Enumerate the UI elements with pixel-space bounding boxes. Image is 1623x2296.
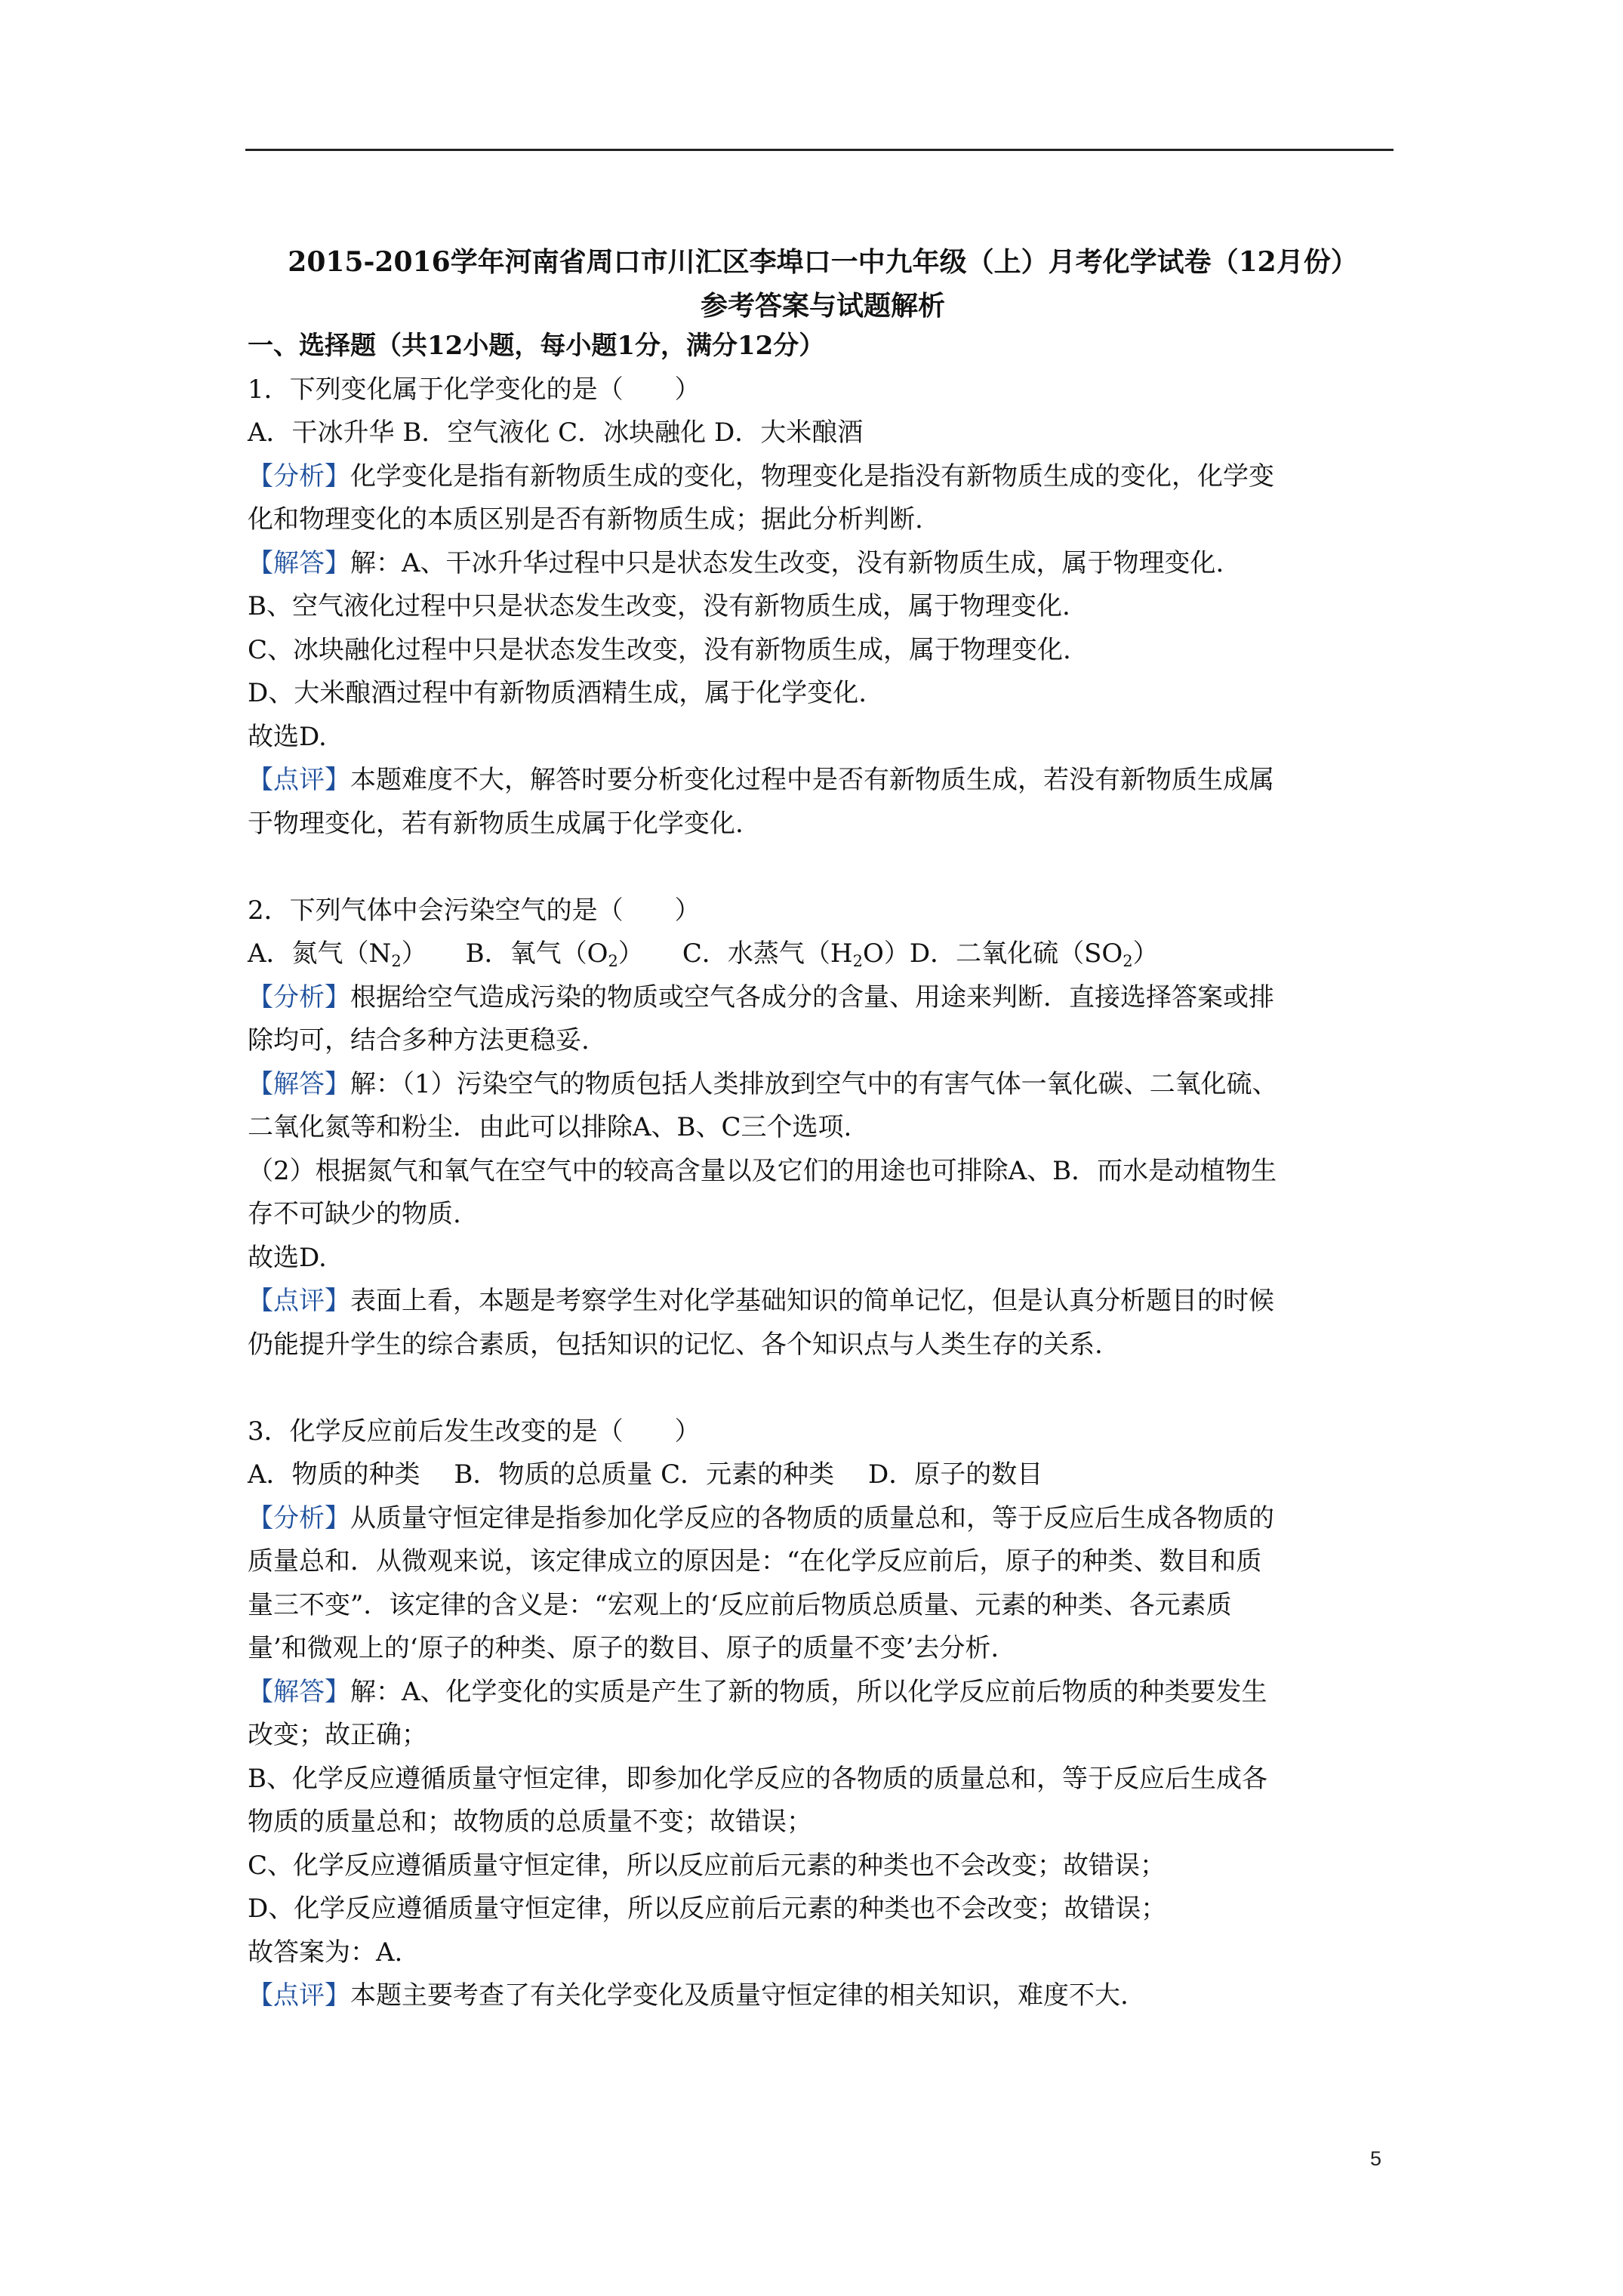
question-stem: 1．下列变化属于化学变化的是（ ） xyxy=(248,374,701,405)
analysis-line: 【分析】从质量守恒定律是指参加化学反应的各物质的质量总和，等于反应后生成各物质的 xyxy=(248,1502,1274,1533)
analysis-line: 质量总和．从微观来说，该定律成立的原因是：“在化学反应前后，原子的种类、数目和质 xyxy=(248,1546,1262,1576)
answer-line: 【解答】解：A、干冰升华过程中只是状态发生改变，没有新物质生成，属于物理变化. xyxy=(248,547,1224,578)
comment-line: 于物理变化，若有新物质生成属于化学变化. xyxy=(248,808,744,839)
question-2 xyxy=(248,889,1395,1367)
answer-line: B、化学反应遵循质量守恒定律，即参加化学反应的各物质的质量总和，等于反应后生成各 xyxy=(248,1763,1267,1794)
page-number: 5 xyxy=(1370,2147,1382,2170)
answer-line: D、大米酿酒过程中有新物质酒精生成，属于化学变化. xyxy=(248,678,867,708)
answer-line: 存不可缺少的物质. xyxy=(248,1199,461,1229)
analysis-line: 【分析】化学变化是指有新物质生成的变化，物理变化是指没有新物质生成的变化，化学变 xyxy=(248,461,1274,492)
analysis-tag: 【分析】 xyxy=(248,461,350,492)
analysis-line: 化和物理变化的本质区别是否有新物质生成；据此分析判断. xyxy=(248,504,923,535)
comment-tag: 【点评】 xyxy=(248,1980,350,2011)
document-body xyxy=(248,325,1395,2018)
answer-line: 故答案为：A. xyxy=(248,1937,403,1968)
answer-tag: 【解答】 xyxy=(248,1676,350,1707)
analysis-line: 【分析】根据给空气造成污染的物质或空气各成分的含量、用途来判断．直接选择答案或排 xyxy=(248,982,1274,1012)
answer-line: 【解答】解：（1）污染空气的物质包括人类排放到空气中的有害气体一氧化碳、二氧化硫、 xyxy=(248,1068,1278,1099)
question-options: A．干冰升华 B．空气液化 C．冰块融化 D．大米酿酒 xyxy=(248,418,864,448)
question-3 xyxy=(248,1410,1395,2018)
question-stem: 2．下列气体中会污染空气的是（ ） xyxy=(248,895,701,926)
analysis-line: 除均可，结合多种方法更稳妥. xyxy=(248,1025,590,1056)
document-title: 2015-2016学年河南省周口市川汇区李埠口一中九年级（上）月考化学试卷（12月份） xyxy=(288,246,1358,278)
answer-line: 物质的质量总和；故物质的总质量不变；故错误； xyxy=(248,1807,812,1837)
answer-tag: 【解答】 xyxy=(248,1068,350,1099)
answer-line: C、冰块融化过程中只是状态发生改变，没有新物质生成，属于物理变化. xyxy=(248,634,1071,665)
comment-tag: 【点评】 xyxy=(248,765,350,795)
answer-line: 二氧化氮等和粉尘．由此可以排除A、B、C三个选项. xyxy=(248,1112,852,1142)
analysis-line: 量三不变”．该定律的含义是：“宏观上的‘反应前后物质总质量、元素的种类、各元素质 xyxy=(248,1589,1232,1620)
answer-line: D、化学反应遵循质量守恒定律，所以反应前后元素的种类也不会改变；故错误； xyxy=(248,1894,1167,1924)
answer-line: （2）根据氮气和氧气在空气中的较高含量以及它们的用途也可排除A、B．而水是动植物生 xyxy=(248,1155,1277,1186)
question-options: A．物质的种类 B．物质的总质量 C．元素的种类 D．原子的数目 xyxy=(248,1459,1043,1490)
analysis-tag: 【分析】 xyxy=(248,982,350,1012)
section-heading: 一、选择题（共12小题，每小题1分，满分12分） xyxy=(248,331,825,361)
title-block xyxy=(226,240,1419,328)
question-1 xyxy=(248,368,1395,846)
spacer xyxy=(248,846,1395,889)
comment-tag: 【点评】 xyxy=(248,1286,350,1316)
document-subtitle: 参考答案与试题解析 xyxy=(700,290,945,322)
comment-line: 【点评】本题难度不大，解答时要分析变化过程中是否有新物质生成，若没有新物质生成属 xyxy=(248,765,1274,795)
comment-line: 【点评】本题主要考查了有关化学变化及质量守恒定律的相关知识，难度不大. xyxy=(248,1980,1129,2011)
answer-line: B、空气液化过程中只是状态发生改变，没有新物质生成，属于物理变化. xyxy=(248,591,1070,621)
answer-line: 故选D. xyxy=(248,721,327,752)
answer-line: 故选D. xyxy=(248,1242,327,1273)
question-stem: 3．化学反应前后发生改变的是（ ） xyxy=(248,1416,701,1447)
comment-line: 【点评】表面上看，本题是考察学生对化学基础知识的简单记忆，但是认真分析题目的时候 xyxy=(248,1286,1274,1316)
analysis-line: 量’和微观上的‘原子的种类、原子的数目、原子的质量不变’去分析. xyxy=(248,1633,999,1663)
header-rule xyxy=(245,149,1394,151)
comment-line: 仍能提升学生的综合素质，包括知识的记忆、各个知识点与人类生存的关系. xyxy=(248,1329,1103,1360)
analysis-tag: 【分析】 xyxy=(248,1502,350,1533)
answer-tag: 【解答】 xyxy=(248,547,350,578)
answer-line: C、化学反应遵循质量守恒定律，所以反应前后元素的种类也不会改变；故错误； xyxy=(248,1850,1166,1881)
answer-line: 改变；故正确； xyxy=(248,1720,427,1750)
answer-line: 【解答】解：A、化学变化的实质是产生了新的物质，所以化学反应前后物质的种类要发生 xyxy=(248,1676,1267,1707)
question-options: A．氮气$(N_2)$ B．氧气$(O_2)$ C．水蒸气$(H_2O)D$．二氧化硫$(SO_2)$ xyxy=(248,938,1159,970)
spacer xyxy=(248,1367,1395,1410)
